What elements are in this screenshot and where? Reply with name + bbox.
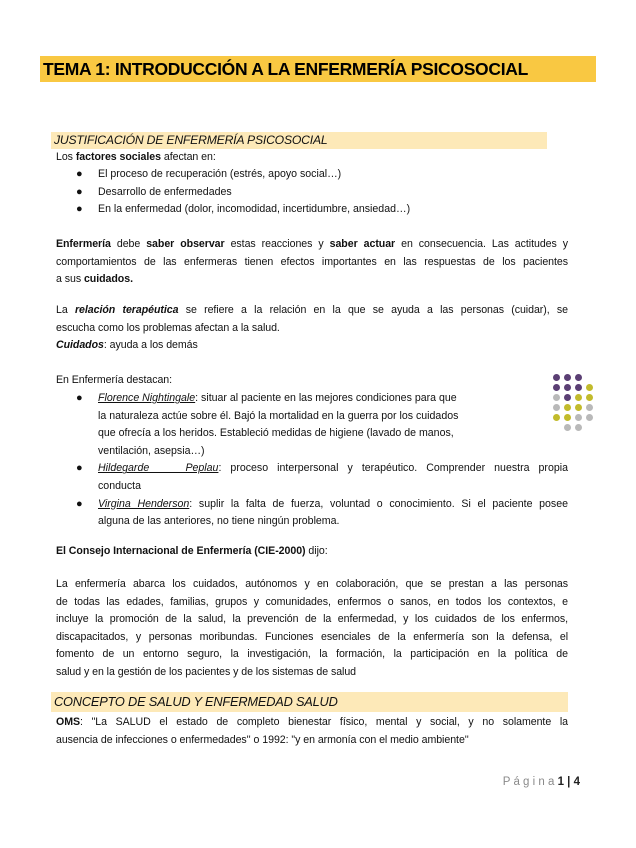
paragraph-line: escucha como los problemas afectan a la salud. xyxy=(56,321,280,334)
decorative-dot xyxy=(553,384,560,391)
list-item xyxy=(56,166,568,184)
text-run: : suplir la falta de fuerza, voluntad o conocimiento. Si el paciente posee xyxy=(189,497,568,510)
decorative-dot xyxy=(553,404,560,411)
bullet-icon: ● xyxy=(76,392,83,404)
decorative-dot xyxy=(553,394,560,401)
list-line: conducta xyxy=(98,479,141,492)
list-line: alguna de las anteriores, no tiene ningún problema. xyxy=(98,515,340,528)
list-line: la naturaleza actúe sobre él. Bajó la mortalidad en la guerra por los cuidados xyxy=(98,409,459,422)
decorative-dot xyxy=(564,394,571,401)
page-number-footer xyxy=(480,774,580,790)
paragraph-line xyxy=(56,714,568,732)
paragraph-relacion xyxy=(56,302,568,355)
section-heading-salud: CONCEPTO DE SALUD Y ENFERMEDAD SALUD xyxy=(51,692,568,712)
decorative-dot xyxy=(575,384,582,391)
factores-intro-c: afectan en: xyxy=(160,151,216,163)
cie-heading-bold: El Consejo Internacional de Enfermería (CIE-2000) xyxy=(56,545,306,557)
bold-italic-cuidados: Cuidados xyxy=(56,339,104,352)
decorative-dot xyxy=(575,374,582,381)
text-run: La xyxy=(56,304,75,316)
destacan-intro: En Enfermería destacan: xyxy=(56,374,173,386)
paragraph-line xyxy=(56,302,568,320)
name-peplau: Hildegarde Peplau xyxy=(98,462,219,475)
list-item-text: El proceso de recuperación (estrés, apoyo social…) xyxy=(98,168,342,180)
list-line: que ofrecía a los heridos. Estableció medidas de higiene (lavado de manos, xyxy=(98,427,454,440)
text-run: : "La SALUD el estado de completo bienestar físico, mental y social, y no solamente la xyxy=(79,716,568,728)
decorative-dot xyxy=(586,404,593,411)
decorative-dot xyxy=(564,424,571,431)
footer-separator: | xyxy=(563,776,574,788)
paragraph-line: salud y en la gestión de los pacientes y de los sistemas de salud xyxy=(56,665,357,678)
list-item xyxy=(56,460,568,495)
list-item xyxy=(56,496,568,531)
decorative-dot xyxy=(564,404,571,411)
bold-saber-observar: saber observar xyxy=(146,238,225,250)
decorative-dot xyxy=(586,384,593,391)
list-line: ventilación, asepsia…) xyxy=(98,444,205,457)
bold-saber-actuar: saber actuar xyxy=(329,238,396,250)
list-line xyxy=(98,390,508,408)
text-run: a sus xyxy=(56,273,84,286)
name-florence: Florence Nightingale xyxy=(98,392,196,404)
decorative-dot xyxy=(564,384,571,391)
factores-list xyxy=(56,166,568,219)
list-line xyxy=(98,460,568,478)
paragraph-line xyxy=(56,236,568,254)
paragraph-cie xyxy=(56,576,568,682)
factores-intro-bold: factores sociales xyxy=(75,151,161,163)
list-item xyxy=(56,201,568,219)
paragraph-line: discapacitados, y personas moribundas. Funciones esenciales de la enfermería son la defensa, el xyxy=(56,630,568,643)
decorative-dot xyxy=(586,394,593,401)
text-run: : ayuda a los demás xyxy=(103,339,198,352)
paragraph-line: ausencia de infecciones o enfermedades'' o 1992: "y en armonía con el medio ambiente'' xyxy=(56,733,469,746)
cie-heading-rest: dijo: xyxy=(305,545,328,557)
paragraph-line: comportamientos de las enfermeras tienen efectos importantes en las respuestas de los pacientes xyxy=(56,255,568,268)
text-run: : proceso interpersonal y terapéutico. Comprender nuestra propia xyxy=(218,462,568,475)
bullet-icon: ● xyxy=(76,168,83,180)
footer-label: P á g i n a xyxy=(502,776,558,788)
decorative-dot xyxy=(575,394,582,401)
factores-intro-a: Los xyxy=(56,151,76,163)
bullet-icon: ● xyxy=(76,462,83,475)
decorative-dot xyxy=(575,424,582,431)
decorative-dot xyxy=(553,414,560,421)
paragraph-enfermeria xyxy=(56,236,568,289)
paragraph-line: La enfermería abarca los cuidados, autónomos y en colaboración, que se prestan a las personas xyxy=(56,578,568,590)
bold-oms: OMS xyxy=(56,716,80,728)
enfermeras-list xyxy=(56,390,568,531)
text-run: debe xyxy=(110,238,147,250)
factores-intro xyxy=(56,149,568,167)
text-run: : situar al paciente en las mejores condiciones para que xyxy=(195,392,457,404)
cie-heading xyxy=(56,543,568,561)
bold-enfermeria: Enfermería xyxy=(56,238,111,250)
decorative-dot xyxy=(553,374,560,381)
section-heading-justificacion: JUSTIFICACIÓN DE ENFERMERÍA PSICOSOCIAL xyxy=(51,132,547,149)
list-item xyxy=(56,390,508,460)
bold-cuidados: cuidados. xyxy=(83,273,133,286)
paragraph-line: fomento de un entorno seguro, la investigación, la formación, la participación en la política de xyxy=(56,648,568,661)
text-run: se refiere a la relación en la que se ayuda a las personas (cuidar), se xyxy=(178,304,569,316)
paragraph-line xyxy=(56,271,568,289)
bullet-icon: ● xyxy=(76,203,83,216)
footer-page: 1 xyxy=(557,776,564,788)
list-item-text: En la enfermedad (dolor, incomodidad, incertidumbre, ansiedad…) xyxy=(98,203,411,216)
list-item-text: Desarrollo de enfermedades xyxy=(98,185,232,198)
list-item xyxy=(56,184,568,202)
decorative-dot xyxy=(575,404,582,411)
decorative-dot xyxy=(586,414,593,421)
decorative-dot xyxy=(575,414,582,421)
decorative-dots-graphic xyxy=(553,374,597,436)
text-run: estas reacciones y xyxy=(224,238,330,250)
paragraph-oms xyxy=(56,714,568,749)
paragraph-line: incluye la promoción de la salud, la prevención de la enfermedad, y los cuidados de los enfermos, xyxy=(56,613,568,626)
list-line xyxy=(98,496,568,514)
bullet-icon: ● xyxy=(76,185,83,198)
footer-total: 4 xyxy=(573,776,580,788)
name-henderson: Virgina Henderson xyxy=(98,497,190,510)
decorative-dot xyxy=(564,374,571,381)
decorative-dot xyxy=(564,414,571,421)
bullet-icon: ● xyxy=(76,497,83,510)
paragraph-line: de todas las edades, familias, grupos y comunidades, enfermos o sanos, en todos los contextos, e xyxy=(56,595,568,608)
paragraph-line xyxy=(56,337,568,355)
bold-italic-relacion: relación terapéutica xyxy=(74,304,179,316)
document-title: TEMA 1: INTRODUCCIÓN A LA ENFERMERÍA PSICOSOCIAL xyxy=(40,56,596,82)
text-run: en consecuencia. Las actitudes y xyxy=(395,238,568,250)
